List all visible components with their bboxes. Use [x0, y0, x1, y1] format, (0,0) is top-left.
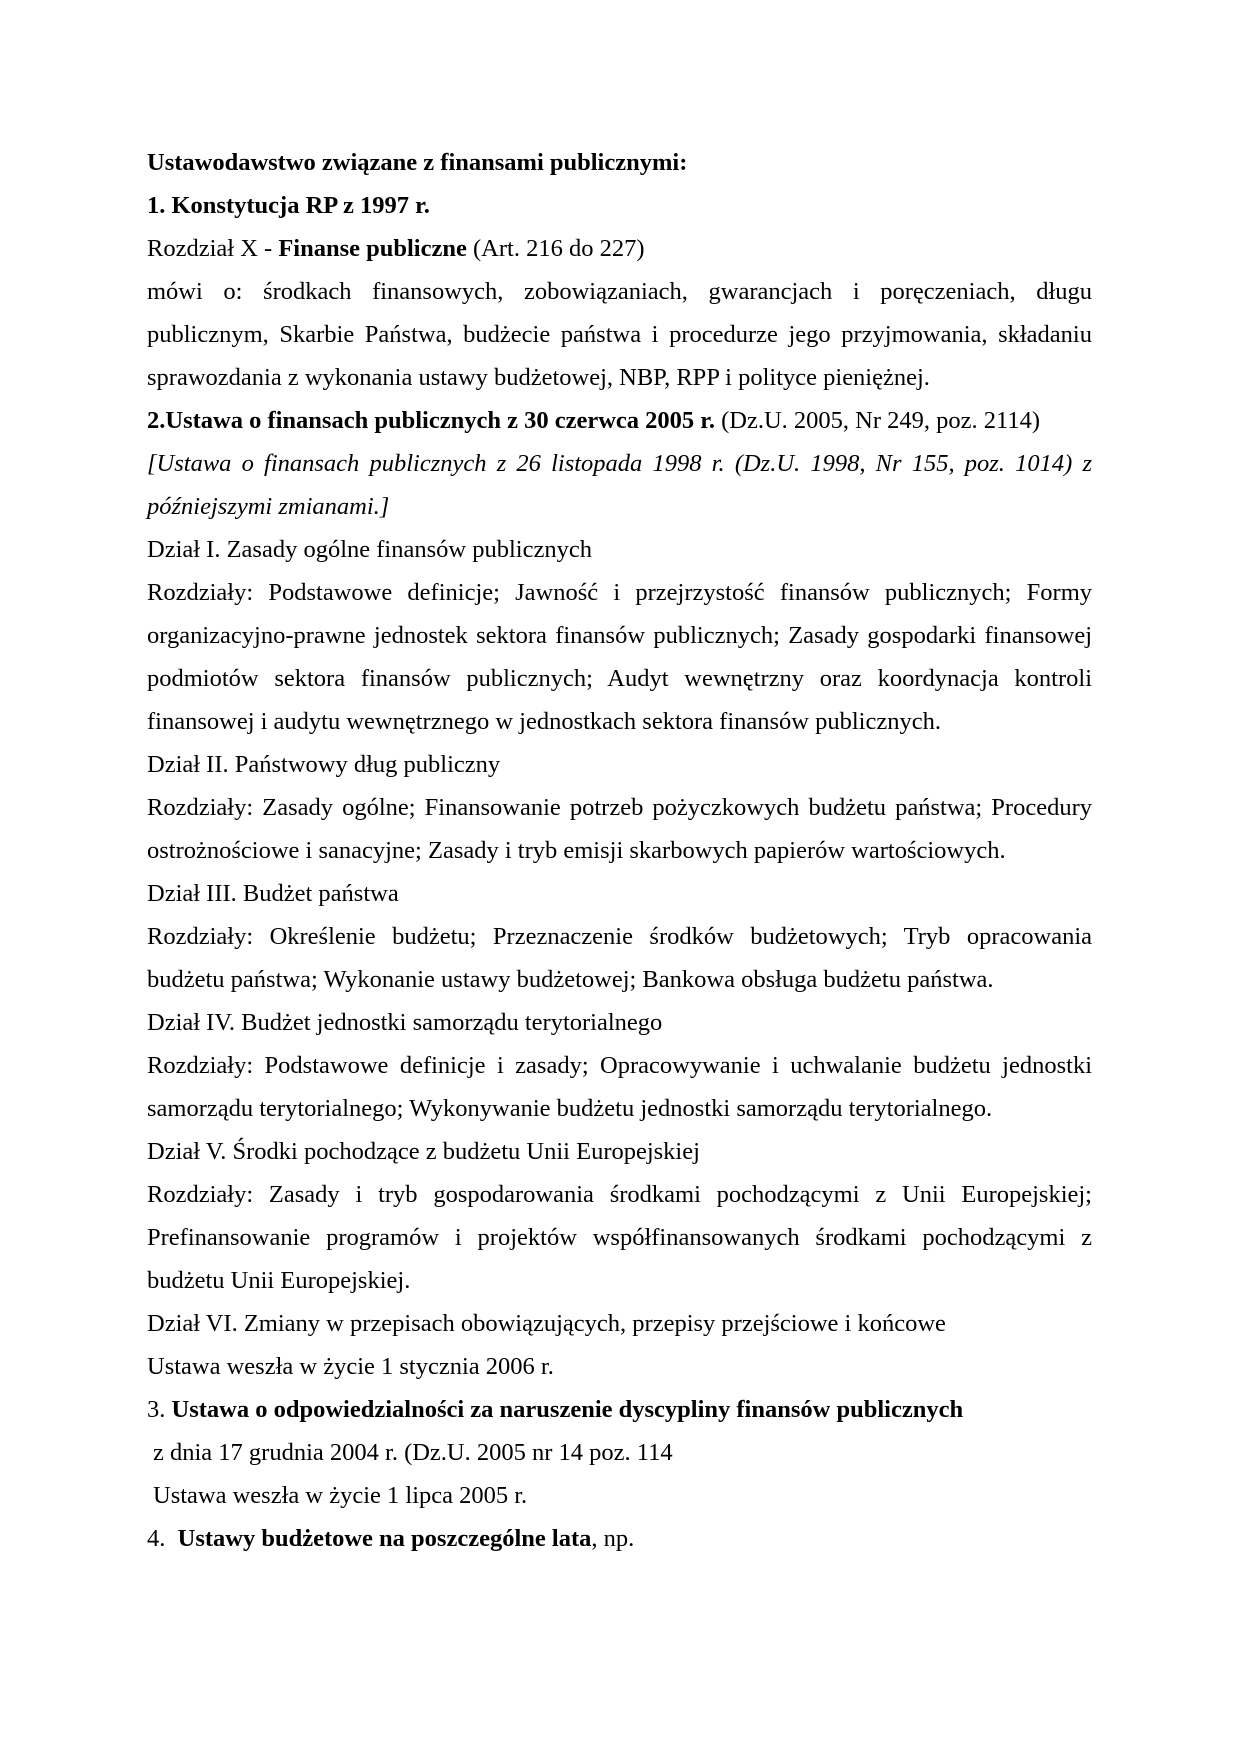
section-2-effective-date: Ustawa weszła w życie 1 stycznia 2006 r. — [147, 1353, 554, 1380]
section-1-description: mówi o: środkach finansowych, zobowiązaniach, gwarancjach i poręczeniach, długu publicznym, Skarbie Państwa, budżecie państwa i procedurze jego przyjmowania, składaniu sprawozdania z wykonania ustawy budżetowej, NBP, RPP i polityce pieniężnej. — [147, 278, 1092, 391]
section-3-effective-date: Ustawa weszła w życie 1 lipca 2005 r. — [153, 1482, 528, 1509]
section-2-title-ref: (Dz.U. 2005, Nr 249, poz. 2114) — [715, 407, 1041, 434]
chapter-articles: (Art. 216 do 227) — [466, 235, 645, 262]
document-heading: Ustawodawstwo związane z finansami publicznymi: — [147, 149, 688, 176]
section-3-number: 3. — [147, 1396, 172, 1423]
division-2-title: Dział II. Państwowy dług publiczny — [147, 751, 501, 778]
section-3-title-bold: Ustawa o odpowiedzialności za naruszenie dyscypliny finansów publicznych — [171, 1396, 964, 1423]
section-3-title — [147, 1388, 1092, 1431]
section-3-date-ref: z dnia 17 grudnia 2004 r. (Dz.U. 2005 nr 14 poz. 114 — [153, 1439, 673, 1466]
section-1-chapter — [147, 227, 1092, 270]
section-1-title: 1. Konstytucja RP z 1997 r. — [147, 192, 430, 219]
division-5-chapters: Rozdziały: Zasady i tryb gospodarowania środkami pochodzącymi z Unii Europejskiej; Prefinansowanie programów i projektów współfinansowanych środkami pochodzącymi z budżetu Unii Europejskiej. — [147, 1181, 1092, 1294]
division-1-chapters: Rozdziały: Podstawowe definicje; Jawność i przejrzystość finansów publicznych; Formy organizacyjno-prawne jednostek sektora finansów publicznych; Zasady gospodarki finansowej podmiotów sektora finansów publicznych; Audyt wewnętrzny oraz koordynacja kontroli finansowej i audytu wewnętrznego w jednostkach sektora finansów publicznych. — [147, 579, 1092, 735]
section-2-title-bold: 2.Ustawa o finansach publicznych z 30 czerwca 2005 r. — [147, 407, 716, 434]
section-2-title — [147, 399, 1092, 442]
section-4-number: 4. — [147, 1525, 178, 1552]
section-4-title — [147, 1517, 1092, 1560]
division-2-chapters: Rozdziały: Zasady ogólne; Finansowanie potrzeb pożyczkowych budżetu państwa; Procedury ostrożnościowe i sanacyjne; Zasady i tryb emisji skarbowych papierów wartościowych. — [147, 794, 1092, 864]
division-3-chapters: Rozdziały: Określenie budżetu; Przeznaczenie środków budżetowych; Tryb opracowania budżetu państwa; Wykonanie ustawy budżetowej; Bankowa obsługa budżetu państwa. — [147, 923, 1092, 993]
division-4-title: Dział IV. Budżet jednostki samorządu terytorialnego — [147, 1009, 663, 1036]
document-page — [147, 141, 1092, 1560]
division-1-title: Dział I. Zasady ogólne finansów publicznych — [147, 536, 592, 563]
chapter-prefix: Rozdział X - — [147, 235, 279, 262]
division-6-title: Dział VI. Zmiany w przepisach obowiązujących, przepisy przejściowe i końcowe — [147, 1310, 946, 1337]
division-3-title: Dział III. Budżet państwa — [147, 880, 399, 907]
division-5-title: Dział V. Środki pochodzące z budżetu Unii Europejskiej — [147, 1138, 700, 1165]
division-4-chapters: Rozdziały: Podstawowe definicje i zasady; Opracowywanie i uchwalanie budżetu jednostki samorządu terytorialnego; Wykonywanie budżetu jednostki samorządu terytorialnego. — [147, 1052, 1092, 1122]
chapter-title: Finanse publiczne — [278, 235, 467, 262]
section-2-previous-act: [Ustawa o finansach publicznych z 26 listopada 1998 r. (Dz.U. 1998, Nr 155, poz. 1014) z późniejszymi zmianami.] — [147, 450, 1092, 520]
section-4-title-bold: Ustawy budżetowe na poszczególne lata — [177, 1525, 592, 1552]
section-4-suffix: , np. — [591, 1525, 635, 1552]
